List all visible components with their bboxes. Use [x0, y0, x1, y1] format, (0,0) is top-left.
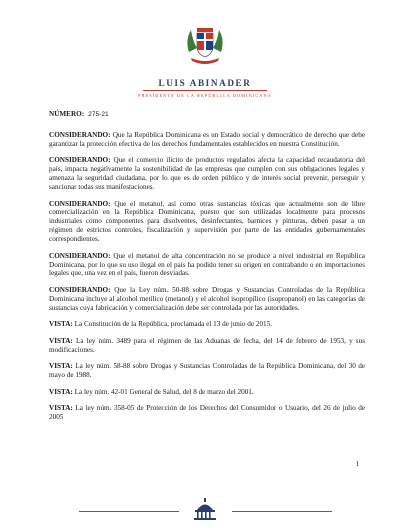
decree-body	[49, 110, 365, 430]
paragraph-keyword: VISTA:	[49, 336, 73, 345]
paragraph-text: La ley núm. 358-05 de Protección de los Derechos del Consumidor o Usuario, del 26 de julio de 2005	[49, 404, 365, 421]
paragraph-keyword: CONSIDERANDO:	[49, 130, 111, 139]
paragraph-keyword: CONSIDERANDO:	[49, 285, 111, 294]
paragraph-text: Que el metanol de alta concentración no se produce a nivel industrial en República Dominicana, por lo que su uso ilegal en el país ha podido tener su origen en contrabando o en importaciones legales que, una vez en el país, fueron desviadas.	[49, 251, 365, 278]
letterhead	[0, 0, 410, 112]
paragraph-keyword: VISTA:	[49, 387, 73, 396]
paragraph-text: Que la Ley núm. 50-88 sobre Drogas y Sustancias Controladas de la República Dominicana incluye al alcohol metílico (metanol) y el alcohol isopropílico (isopropanol) en las categorías de sustancias cuya fabricación y comercialización debe ser controlada por las autoridades.	[49, 285, 365, 312]
paragraph-keyword: CONSIDERANDO:	[49, 251, 111, 260]
paragraph-text: La ley núm. 3489 para el régimen de las Aduanas de fecha, del 14 de febrero de 1953, y sus modificaciones.	[49, 336, 365, 354]
paragraph-keyword: CONSIDERANDO:	[49, 156, 111, 165]
paragraph-text: Que la República Dominicana es un Estado social y democrático de derecho que debe garantizar la protección efectiva de los derechos fundamentales establecidos en nuestra Constitución.	[49, 130, 365, 148]
paragraph	[49, 320, 365, 329]
paragraph-keyword: VISTA:	[49, 362, 73, 371]
paragraph-keyword: VISTA:	[49, 320, 73, 329]
paragraph-text: La ley núm. 58-88 sobre Drogas y Sustancias Controladas de la República Dominicana, del 30 de mayo de 1988.	[49, 362, 365, 380]
decree-number	[49, 110, 365, 120]
paragraph-text: Que el metanol, así como otras sustancias tóxicas que actualmente son de libre comercialización en la República Dominicana, puesto que son utilizadas localmente para procesos industriales como componentes para disolventes, desinfectantes, barnices y pinturas, deben pasar a un régimen de estrictos controles, fiscalización y supervisión por parte de las entidades gubernamentales correspondientes.	[49, 199, 365, 244]
paragraph-text: La Constitución de la República, proclamada el 13 de junio de 2015.	[72, 320, 273, 329]
page-number: 1	[355, 460, 359, 468]
paragraph-keyword: VISTA:	[49, 404, 73, 413]
header-divider	[143, 90, 267, 91]
paragraph	[49, 388, 365, 397]
paragraph	[49, 131, 365, 149]
paragraph-text: La ley núm. 42-01 General de Salud, del 8 de marzo del 2001.	[72, 387, 254, 396]
paragraph	[49, 200, 365, 245]
decree-number-label: NÚMERO:	[49, 110, 85, 118]
decree-number-value: 275-21	[88, 111, 109, 118]
paragraph	[49, 286, 365, 313]
president-name: LUIS ABINADER	[158, 78, 252, 88]
paragraph-text: Que el comercio ilícito de productos regulados afecta la capacidad recaudatoria del país, impacta negativamente la sostenibilidad de las empresas que cumplen con sus obligaciones legales y amenaza la seguridad ciudadana, por lo que es de orden público y de interés social prevenir, perseguir y sancionar todas sus manifestaciones.	[49, 156, 365, 192]
president-title: PRESIDENTE DE LA REPÚBLICA DOMINICANA	[138, 93, 272, 98]
paragraph	[49, 404, 365, 422]
palace-dome-icon	[191, 498, 219, 520]
footer-divider-left	[79, 511, 179, 512]
paragraph-keyword: CONSIDERANDO:	[49, 199, 111, 208]
paragraph	[49, 337, 365, 355]
footer-divider-right	[232, 511, 332, 512]
coat-of-arms-icon	[183, 22, 227, 68]
paragraph	[49, 362, 365, 380]
paragraph	[49, 252, 365, 279]
paragraph	[49, 156, 365, 192]
